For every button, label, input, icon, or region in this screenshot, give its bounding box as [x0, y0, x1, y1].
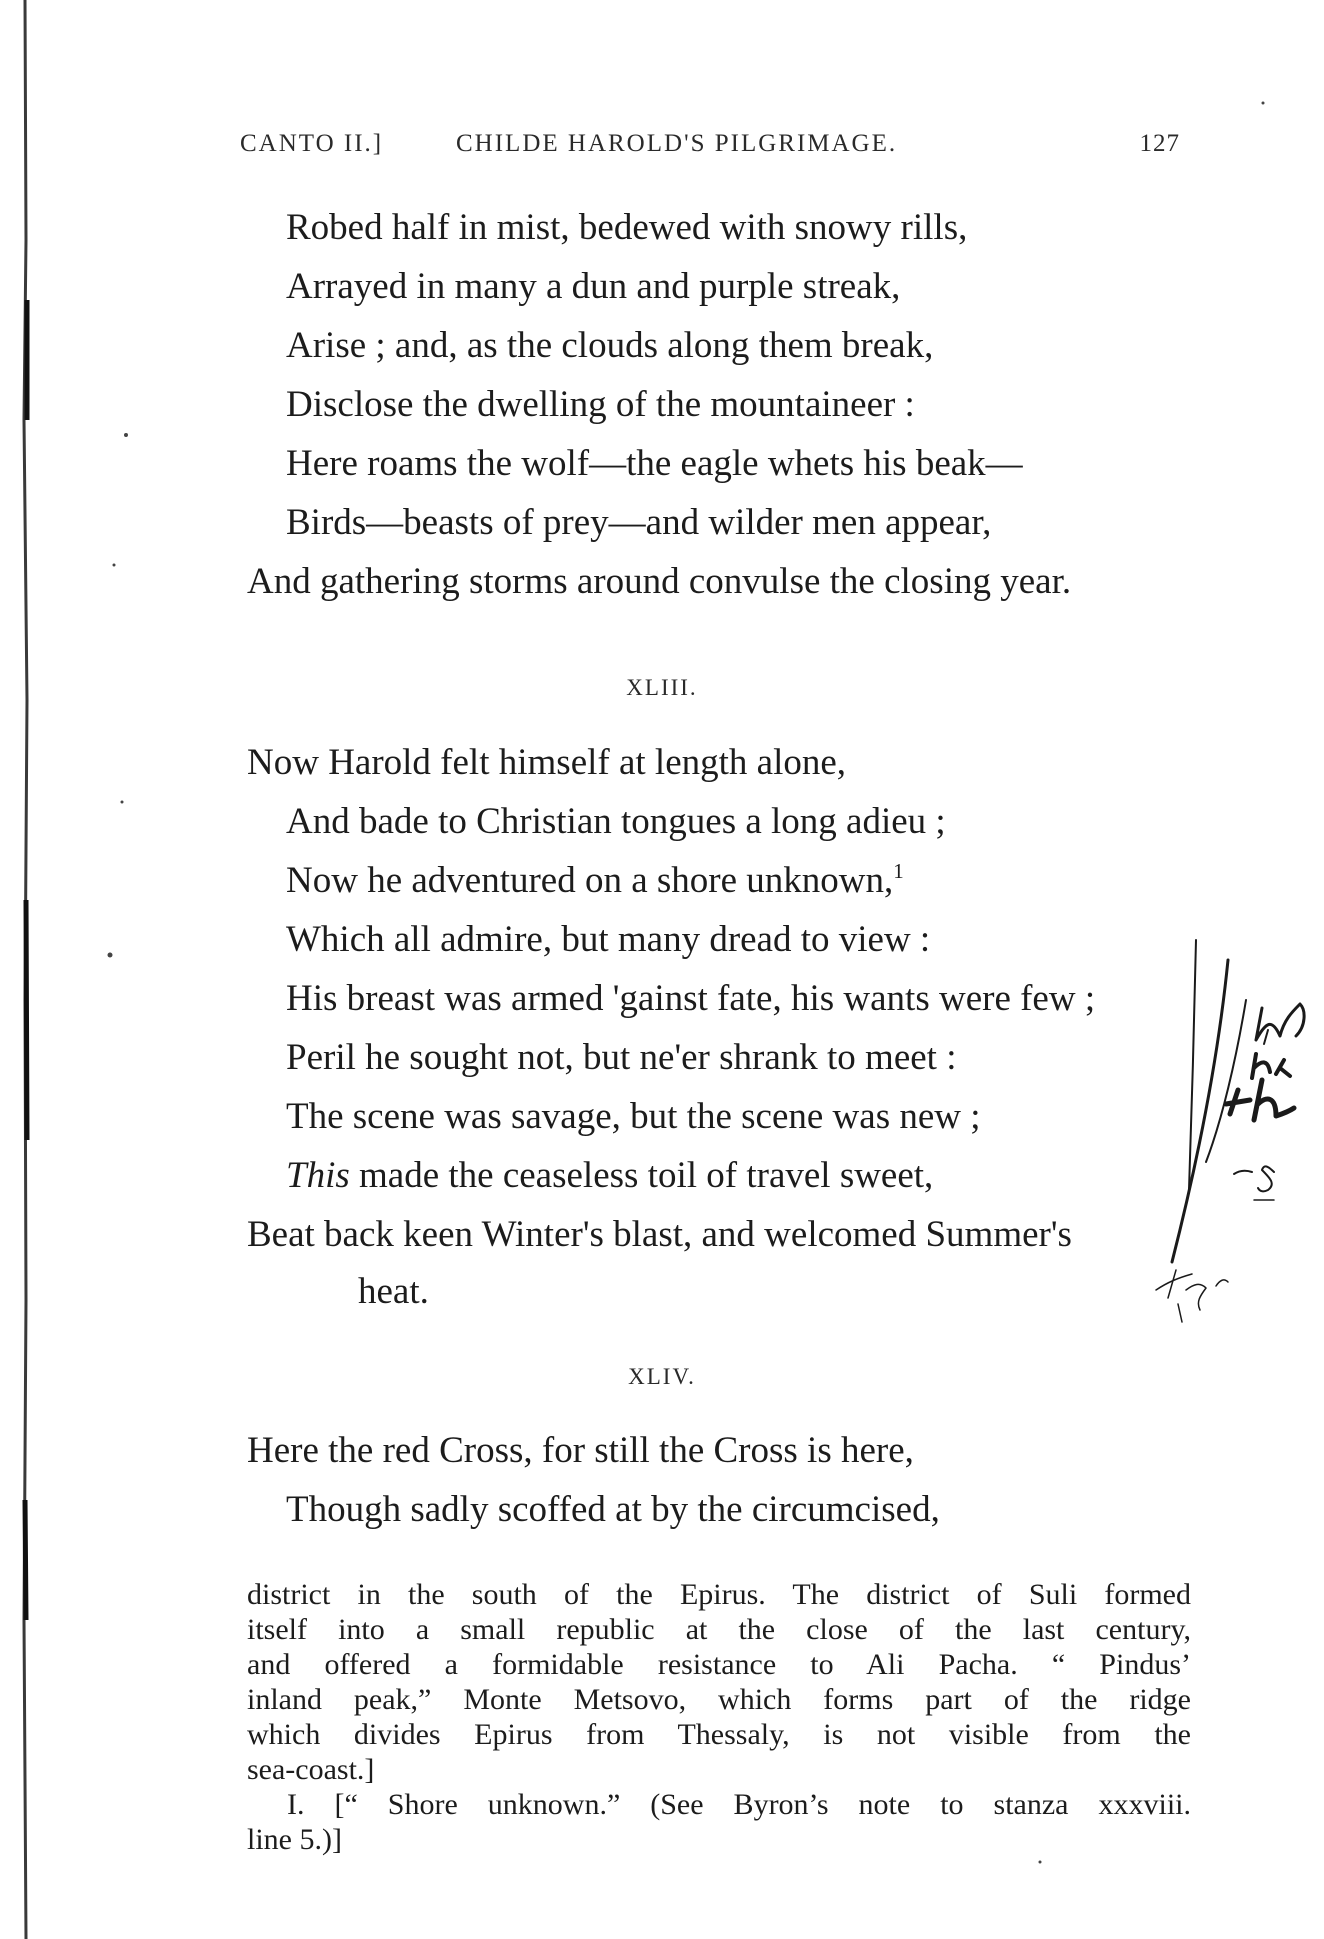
verse-line — [286, 859, 904, 903]
verse-line: Which all admire, but many dread to view : — [286, 919, 931, 960]
verse-line: And bade to Christian tongues a long adieu ; — [286, 801, 946, 842]
header-canto: CANTO II.] — [240, 130, 384, 157]
running-header — [240, 130, 1180, 170]
footnote-line: I. [“ Shore unknown.” (See Byron’s note to stanza xxxviii. — [287, 1788, 1191, 1821]
verse-line: Here roams the wolf—the eagle whets his beak— — [286, 443, 1023, 484]
footnote-ref: 1 — [893, 859, 904, 883]
verse-text: made the ceaseless toil of travel sweet, — [359, 1155, 934, 1196]
verse-line: Arise ; and, as the clouds along them break, — [286, 325, 934, 366]
verse-line: Birds—beasts of prey—and wilder men appear, — [286, 502, 992, 543]
verse-line: Beat back keen Winter's blast, and welcomed Summer's — [247, 1214, 1072, 1255]
verse-line: Now Harold felt himself at length alone, — [247, 742, 847, 783]
verse-line: Here the red Cross, for still the Cross is here, — [247, 1430, 914, 1471]
verse-line: heat. — [358, 1271, 429, 1312]
verse-line: Disclose the dwelling of the mountaineer : — [286, 384, 915, 425]
page-number: 127 — [1139, 130, 1180, 157]
verse-line — [286, 1154, 933, 1198]
verse-line: And gathering storms around convulse the closing year. — [247, 561, 1072, 602]
footnote-line: sea-coast.] — [247, 1753, 375, 1786]
verse-line: Robed half in mist, bedewed with snowy rills, — [286, 207, 968, 248]
stanza-numeral: XLIV. — [628, 1364, 696, 1389]
verse-line: Peril he sought not, but ne'er shrank to meet : — [286, 1037, 957, 1078]
stanza-numeral: XLIII. — [626, 675, 698, 700]
verse-line: Arrayed in many a dun and purple streak, — [286, 266, 901, 307]
verse-line: The scene was savage, but the scene was new ; — [286, 1096, 981, 1137]
italic-word: This — [286, 1155, 350, 1196]
verse-text: Now he adventured on a shore unknown, — [286, 860, 894, 901]
binding-shadow — [18, 0, 32, 1939]
footnote-line: line 5.)] — [247, 1823, 342, 1856]
footnote-line: and offered a formidable resistance to Ali Pacha. “ Pindus’ — [247, 1648, 1191, 1681]
footnote-line: inland peak,” Monte Metsovo, which forms part of the ridge — [247, 1683, 1191, 1716]
footnote-line: itself into a small republic at the close of the last century, — [247, 1613, 1191, 1646]
verse-line: Though sadly scoffed at by the circumcised, — [286, 1489, 940, 1530]
header-title: CHILDE HAROLD'S PILGRIMAGE. — [456, 130, 898, 157]
footnote-line: which divides Epirus from Thessaly, is not visible from the — [247, 1718, 1191, 1751]
verse-line: His breast was armed 'gainst fate, his wants were few ; — [286, 978, 1096, 1019]
footnotes — [247, 1577, 1191, 1857]
footnote-line: district in the south of the Epirus. The district of Suli formed — [247, 1578, 1191, 1611]
